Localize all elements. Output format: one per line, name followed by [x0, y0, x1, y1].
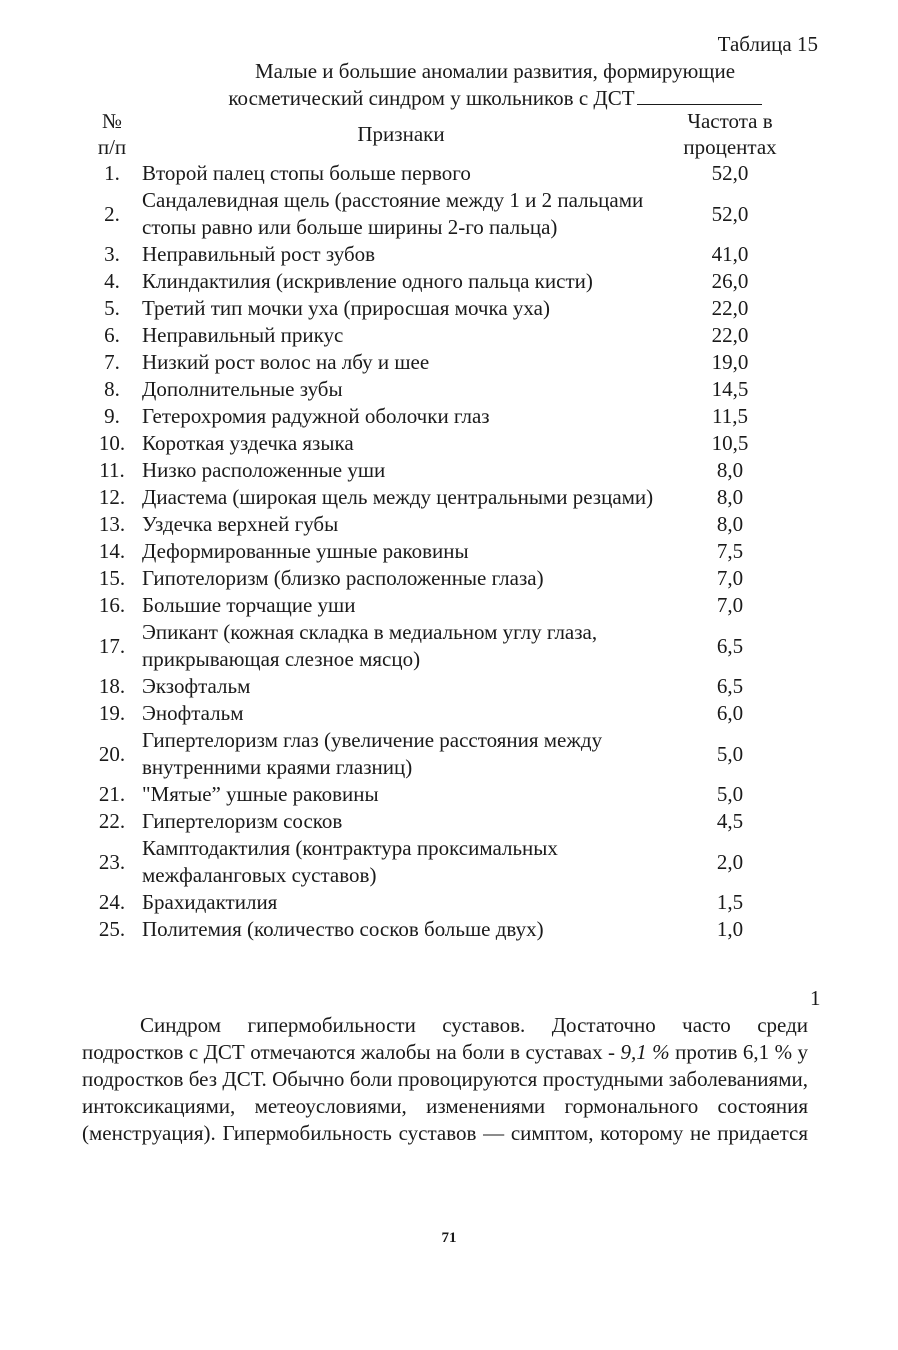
row-frequency: 14,5: [711, 377, 749, 401]
row-sign: Энофтальм: [142, 701, 244, 725]
header-signs: Признаки: [357, 121, 445, 146]
table-row: [82, 700, 800, 727]
row-frequency: 6,5: [716, 674, 744, 698]
table-row: [82, 484, 800, 511]
row-sign: Сандалевидная щель (расстояние между 1 и 2 пальцами стопы равно или больше ширины 2-го пальца): [142, 188, 644, 239]
row-number: 8.: [104, 377, 120, 401]
row-number: 17.: [98, 633, 126, 658]
row-frequency: 7,0: [716, 566, 744, 590]
table-label: Таблица 15: [717, 32, 818, 56]
row-frequency: 26,0: [711, 269, 749, 293]
table-row: [82, 430, 800, 457]
table-row: [82, 835, 800, 889]
row-sign: Гипертелоризм глаз (увеличение расстояния между внутренними краями глазниц): [142, 728, 603, 779]
row-frequency: 6,5: [716, 633, 744, 658]
row-frequency: 5,0: [716, 782, 744, 806]
row-sign: Клиндактилия (искривление одного пальца кисти): [142, 269, 593, 293]
row-sign: Политемия (количество сосков больше двух): [142, 917, 544, 941]
row-number: 3.: [104, 242, 120, 266]
caption-line-1: Малые и большие аномалии развития, формирующие: [254, 59, 736, 83]
table-row: [82, 322, 800, 349]
row-sign: Гетерохромия радужной оболочки глаз: [142, 404, 490, 428]
table-row: [82, 808, 800, 835]
header-number: [82, 108, 142, 160]
row-frequency: 22,0: [711, 296, 749, 320]
row-number: 10.: [98, 431, 126, 455]
table-row: [82, 565, 800, 592]
row-sign: Второй палец стопы больше первого: [142, 161, 471, 185]
table-row: [82, 592, 800, 619]
row-sign: Диастема (широкая щель между центральными резцами): [142, 485, 654, 509]
anomalies-table: [82, 108, 800, 943]
row-sign: Низкий рост волос на лбу и шее: [142, 350, 430, 374]
row-frequency: 52,0: [711, 161, 749, 185]
table-row: [82, 727, 800, 781]
header-frequency: [660, 108, 800, 160]
table-row: [82, 457, 800, 484]
row-number: 14.: [98, 539, 126, 563]
table-row: [82, 160, 800, 187]
row-frequency: 8,0: [716, 458, 744, 482]
row-sign: Брахидактилия: [142, 890, 278, 914]
row-number: 6.: [104, 323, 120, 347]
table-row: [82, 295, 800, 322]
row-sign: Гипертелоризм сосков: [142, 809, 343, 833]
row-sign: Неправильный прикус: [142, 323, 344, 347]
table-header: [82, 108, 800, 160]
header-number-line-2: п/п: [97, 135, 127, 159]
row-frequency: 4,5: [716, 809, 744, 833]
table-row: [82, 187, 800, 241]
row-frequency: 6,0: [716, 701, 744, 725]
row-sign: Короткая уздечка языка: [142, 431, 354, 455]
row-number: 24.: [98, 890, 126, 914]
row-sign: Дополнительные зубы: [142, 377, 343, 401]
row-frequency: 2,0: [716, 849, 744, 874]
table-row: [82, 511, 800, 538]
row-number: 18.: [98, 674, 126, 698]
table-header-row: [82, 108, 800, 160]
table-caption: [180, 58, 810, 112]
row-sign: Уздечка верхней губы: [142, 512, 339, 536]
table-row: [82, 403, 800, 430]
body-italic-value: 9,1 %: [620, 1040, 670, 1064]
row-sign: Экзофтальм: [142, 674, 251, 698]
table-body: [82, 160, 800, 943]
row-sign: Неправильный рост зубов: [142, 242, 376, 266]
row-frequency: 7,0: [716, 593, 744, 617]
row-number: 19.: [98, 701, 126, 725]
row-number: 13.: [98, 512, 126, 536]
row-frequency: 8,0: [716, 485, 744, 509]
header-frequency-line-1: Частота в: [687, 109, 773, 133]
row-number: 22.: [98, 809, 126, 833]
margin-mark: 1: [810, 986, 821, 1010]
row-sign: Камптодактилия (контрактура проксимальных межфаланговых суставов): [142, 836, 558, 887]
header-number-line-1: №: [101, 109, 123, 133]
caption-line-2-text: косметический синдром у школьников с ДСТ: [228, 86, 635, 110]
row-number: 23.: [98, 849, 126, 874]
row-frequency: 8,0: [716, 512, 744, 536]
row-number: 4.: [104, 269, 120, 293]
row-sign: "Мятые” ушные раковины: [142, 782, 379, 806]
row-sign: Третий тип мочки уха (приросшая мочка уха): [142, 296, 550, 320]
body-text-part-2: против 6,1 % у подростков без ДСТ. Обычно боли провоцируются простудными заболеваниями, интоксикациями, метеоусловиями, изменениями гормонального состояния (менструация). Гипермобильность суставов — симптом, которому не придается: [82, 1040, 809, 1145]
table-row: [82, 349, 800, 376]
row-sign: Низко расположенные уши: [142, 458, 386, 482]
body-paragraph: [82, 1012, 808, 1147]
row-frequency: 22,0: [711, 323, 749, 347]
row-frequency: 10,5: [711, 431, 749, 455]
table-row: [82, 268, 800, 295]
row-number: 11.: [99, 458, 125, 482]
row-frequency: 1,5: [716, 890, 744, 914]
row-number: 20.: [98, 741, 126, 766]
row-frequency: 19,0: [711, 350, 749, 374]
row-number: 5.: [104, 296, 120, 320]
row-frequency: 41,0: [711, 242, 749, 266]
row-frequency: 52,0: [711, 201, 749, 226]
row-number: 25.: [98, 917, 126, 941]
row-sign: Большие торчащие уши: [142, 593, 356, 617]
row-number: 16.: [98, 593, 126, 617]
caption-underline: [637, 86, 762, 105]
row-frequency: 5,0: [716, 741, 744, 766]
row-frequency: 7,5: [716, 539, 744, 563]
table-row: [82, 241, 800, 268]
table-row: [82, 376, 800, 403]
row-sign: Деформированные ушные раковины: [142, 539, 469, 563]
row-number: 2.: [104, 201, 120, 226]
row-number: 15.: [98, 566, 126, 590]
table-row: [82, 673, 800, 700]
table-row: [82, 889, 800, 916]
row-number: 9.: [104, 404, 120, 428]
row-number: 12.: [98, 485, 126, 509]
row-number: 1.: [104, 161, 120, 185]
row-number: 21.: [98, 782, 126, 806]
row-number: 7.: [104, 350, 120, 374]
row-frequency: 11,5: [712, 404, 748, 428]
table-row: [82, 781, 800, 808]
row-sign: Гипотелоризм (близко расположенные глаза): [142, 566, 544, 590]
table-row: [82, 619, 800, 673]
table-row: [82, 538, 800, 565]
row-sign: Эпикант (кожная складка в медиальном углу глаза, прикрывающая слезное мясцо): [142, 620, 598, 671]
row-frequency: 1,0: [716, 917, 744, 941]
header-frequency-line-2: процентах: [683, 135, 777, 159]
page-number: 71: [441, 1230, 457, 1246]
table-row: [82, 916, 800, 943]
body-text-part-1: Синдром гипермобильности суставов. Достаточно часто среди подростков с ДСТ отмечаются жалобы на боли в суставах -: [82, 1013, 808, 1064]
